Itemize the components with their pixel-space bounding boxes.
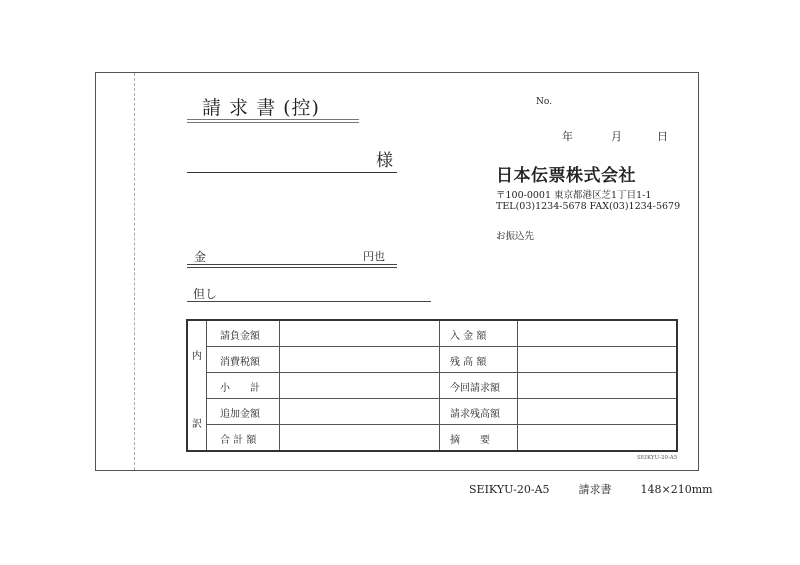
title-underline-2 <box>187 122 359 123</box>
title-underline <box>187 119 359 120</box>
row-label: 請負金額 <box>220 331 260 342</box>
form-code: SEIKYU-20-A5 <box>637 455 678 461</box>
row-label: 消費税額 <box>220 357 260 368</box>
row-label: 請求残高額 <box>450 409 500 420</box>
amount-label: 金 <box>194 250 207 264</box>
breakdown-side-bottom: 訳 <box>192 419 202 430</box>
amount-line <box>187 264 397 265</box>
footer-caption <box>469 481 713 497</box>
day-label: 日 <box>657 130 668 143</box>
row-label: 合 計 額 <box>220 435 257 446</box>
breakdown-side-top: 内 <box>192 351 202 362</box>
amount-line-2 <box>187 267 397 268</box>
amount-suffix: 円也 <box>363 250 385 263</box>
row-label: 追加金額 <box>220 409 260 420</box>
transfer-label: お振込先 <box>496 231 535 242</box>
recipient-suffix: 様 <box>376 151 393 171</box>
number-label: No. <box>536 97 552 107</box>
row-label: 摘 要 <box>450 435 490 446</box>
row-label: 今回請求額 <box>450 383 500 394</box>
month-label: 月 <box>611 130 622 143</box>
company-name: 日本伝票株式会社 <box>496 166 636 186</box>
form-title: 請 求 書 (控) <box>202 97 320 119</box>
row-label: 残 高 額 <box>450 357 487 368</box>
note-line <box>187 301 431 302</box>
footer-name: 請求書 <box>578 483 612 496</box>
breakdown-table <box>186 319 678 452</box>
perforation-line <box>134 73 135 470</box>
row-label: 入 金 額 <box>450 331 487 342</box>
year-label: 年 <box>562 130 573 143</box>
recipient-line <box>187 172 397 173</box>
note-label: 但し <box>193 287 218 301</box>
company-contact: TEL(03)1234-5678 FAX(03)1234-5679 <box>496 201 681 212</box>
company-address: 〒100-0001 東京都港区芝1丁目1-1 <box>496 190 652 201</box>
row-label: 小 計 <box>220 383 260 394</box>
footer-code: SEIKYU-20-A5 <box>469 483 550 496</box>
footer-size: 148×210mm <box>640 483 713 496</box>
